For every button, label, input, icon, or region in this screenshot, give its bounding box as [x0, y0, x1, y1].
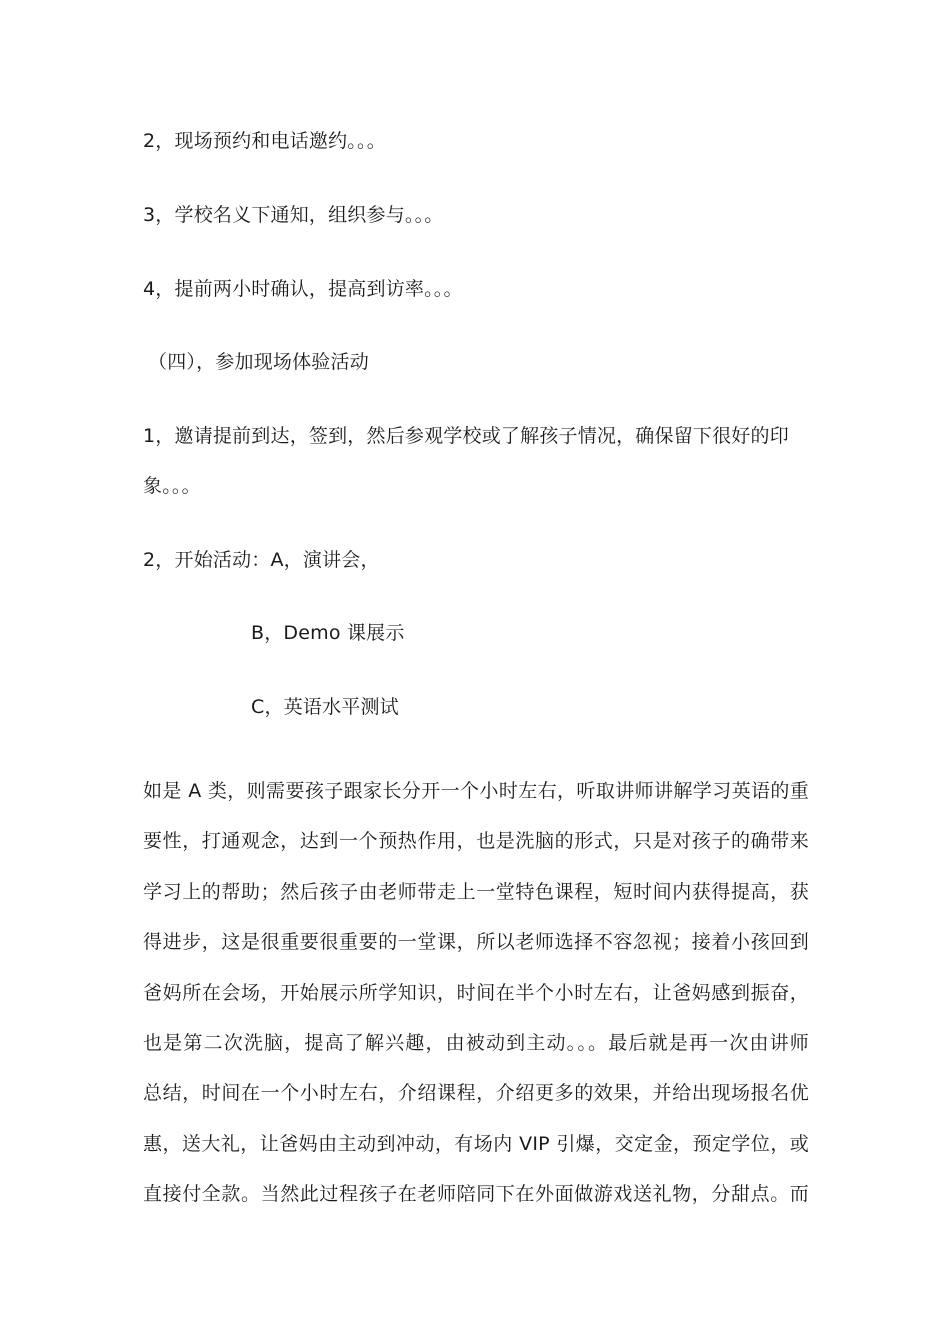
step2-option-c: C，英语水平测试 [251, 696, 399, 718]
body-paragraph [143, 766, 809, 1220]
paragraph-line: 惠，送大礼，让爸妈由主动到冲动，有场内 VIP 引爆，交定金，预定学位，或 [143, 1132, 809, 1155]
paragraph-line: 爸妈所在会场，开始展示所学知识，时间在半个小时左右，让爸妈感到振奋， [143, 981, 809, 1004]
paragraph-line: 总结，时间在一个小时左右，介绍课程，介绍更多的效果，并给出现场报名优 [143, 1082, 809, 1105]
step1-line2: 象。。。 [143, 475, 201, 497]
paragraph-line: 直接付全款。当然此过程孩子在老师陪同下在外面做游戏送礼物，分甜点。而 [143, 1183, 809, 1206]
list-item-4: 4，提前两小时确认，提高到访率。。。 [143, 278, 463, 300]
step2-line: 2，开始活动：A，演讲会， [143, 549, 380, 571]
paragraph-line: 要性，打通观念，达到一个预热作用，也是洗脑的形式，只是对孩子的确带来 [143, 830, 809, 853]
section-heading: （四），参加现场体验活动 [148, 351, 369, 373]
paragraph-line: 也是第二次洗脑，提高了解兴趣，由被动到主动。。。最后就是再一次由讲师 [143, 1031, 809, 1054]
paragraph-line: 如是 A 类，则需要孩子跟家长分开一个小时左右，听取讲师讲解学习英语的重 [143, 780, 809, 802]
step2-option-b: B，Demo 课展示 [251, 622, 405, 644]
paragraph-line: 学习上的帮助；然后孩子由老师带走上一堂特色课程，短时间内获得提高，获 [143, 880, 809, 903]
list-item-3: 3，学校名义下通知，组织参与。。。 [143, 204, 444, 226]
list-item-2: 2，现场预约和电话邀约。。。 [143, 130, 386, 152]
paragraph-line: 得进步，这是很重要很重要的一堂课，所以老师选择不容忽视；接着小孩回到 [143, 931, 809, 954]
step1-line1: 1，邀请提前到达，签到，然后参观学校或了解孩子情况，确保留下很好的印 [143, 425, 789, 447]
